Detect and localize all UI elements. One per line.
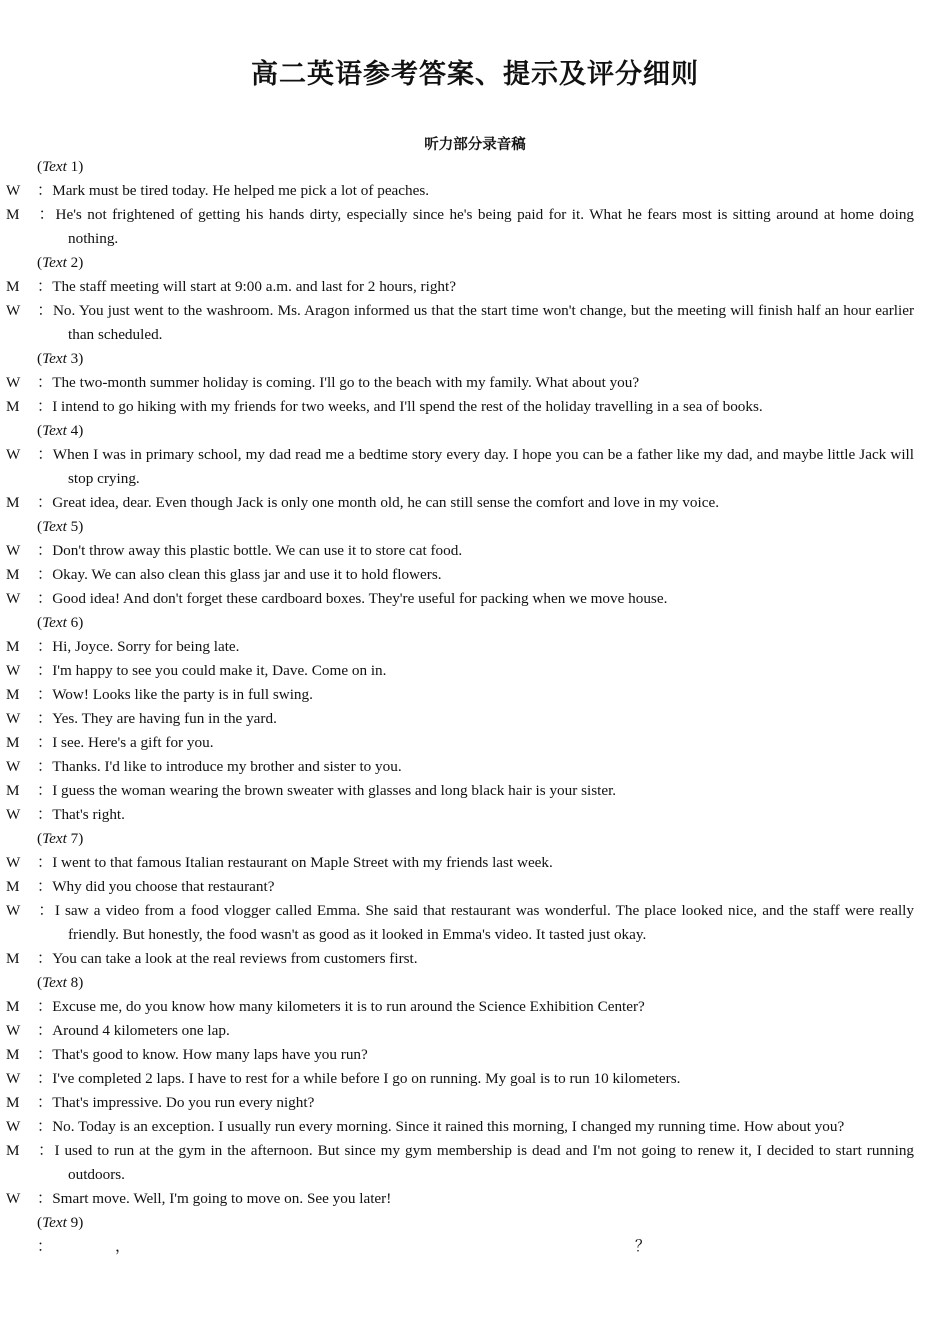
dialogue-text: Good idea! And don't forget these cardboard boxes. They're useful for packing when we move house. xyxy=(52,590,668,607)
dialogue-turn: M ：Okay. We can also clean this glass jar and use it to hold flowers. xyxy=(6,566,442,583)
speaker-separator: ： xyxy=(37,782,53,799)
cutoff-separator: ： xyxy=(37,1238,53,1255)
dialogue-text: Around 4 kilometers one lap. xyxy=(52,1022,230,1039)
dialogue-text: I've completed 2 laps. I have to rest for a while before I go on running. My goal is to run 10 kilometers. xyxy=(52,1070,681,1087)
dialogue-text: I saw a video from a food vlogger called Emma. She said that restaurant was wonderful. The place looked nice, and the staff were really friendly. But honestly, the food wasn't as good as it looked in Emma's video. It tasted just okay. xyxy=(54,902,914,943)
speaker-separator: ： xyxy=(37,278,53,295)
dialogue-text: That's good to know. How many laps have you run? xyxy=(52,1046,368,1063)
text-label-number: 3) xyxy=(66,350,84,367)
text-label-word: Text xyxy=(42,974,67,991)
speaker-separator: ： xyxy=(37,638,53,655)
dialogue-turn: M ：I used to run at the gym in the afternoon. But since my gym membership is dead and I'm not going to renew it, I decided to start running outdoors. xyxy=(6,1142,915,1183)
dialogue-text: That's right. xyxy=(52,806,125,823)
text-label xyxy=(37,611,914,635)
dialogue-text: Why did you choose that restaurant? xyxy=(52,878,275,895)
speaker-separator: ： xyxy=(37,1094,53,1111)
dialogue-turn: M ：Hi, Joyce. Sorry for being late. xyxy=(6,638,240,655)
speaker-separator: ： xyxy=(37,758,53,775)
speaker-separator: ： xyxy=(37,710,53,727)
text-label xyxy=(37,1211,914,1235)
speaker-separator: ： xyxy=(37,398,53,415)
dialogue-turn: W ：Yes. They are having fun in the yard. xyxy=(6,710,277,727)
speaker-separator: ： xyxy=(37,878,53,895)
dialogue-text: No. Today is an exception. I usually run every morning. Since it rained this morning, I changed my running time. How about you? xyxy=(52,1118,845,1135)
dialogue-text: Wow! Looks like the party is in full swing. xyxy=(52,686,313,703)
speaker-separator: ： xyxy=(37,1118,53,1135)
dialogue-turn: W ：No. Today is an exception. I usually run every morning. Since it rained this morning, I changed my running time. How about you? xyxy=(6,1118,845,1135)
dialogue-text: Thanks. I'd like to introduce my brother and sister to you. xyxy=(52,758,402,775)
dialogue-turn: W ：Don't throw away this plastic bottle. We can use it to store cat food. xyxy=(6,542,463,559)
dialogue-text: Excuse me, do you know how many kilometers it is to run around the Science Exhibition Center? xyxy=(52,998,645,1015)
dialogue-turn: W ：Good idea! And don't forget these cardboard boxes. They're useful for packing when we move house. xyxy=(6,590,668,607)
speaker-separator: ： xyxy=(37,446,53,463)
dialogue-text: You can take a look at the real reviews from customers first. xyxy=(52,950,418,967)
dialogue-text: Okay. We can also clean this glass jar and use it to hold flowers. xyxy=(52,566,442,583)
text-label-open: ( xyxy=(37,974,43,991)
speaker-separator: ： xyxy=(37,302,53,319)
dialogue-turn: M ：I see. Here's a gift for you. xyxy=(6,734,214,751)
cutoff-question-mark: ？ xyxy=(635,1238,651,1255)
dialogue-turn: W ：I've completed 2 laps. I have to rest for a while before I go on running. My goal is to run 10 kilometers. xyxy=(6,1070,681,1087)
dialogue-turn: M ：That's impressive. Do you run every night? xyxy=(6,1094,315,1111)
text-label xyxy=(37,419,914,443)
speaker-separator: ： xyxy=(37,182,53,199)
text-label-open: ( xyxy=(37,254,43,271)
dialogue-turn: M ：You can take a look at the real reviews from customers first. xyxy=(6,950,418,967)
text-label-number: 1) xyxy=(66,158,84,175)
text-label-number: 6) xyxy=(66,614,84,631)
speaker-separator: ： xyxy=(37,686,53,703)
dialogue-text: He's not frightened of getting his hands dirty, especially since he's being paid for it. What he fears most is sitting around at home doing nothing. xyxy=(55,206,915,247)
dialogue-text: Yes. They are having fun in the yard. xyxy=(52,710,277,727)
dialogue-turn: W ：Thanks. I'd like to introduce my brother and sister to you. xyxy=(6,758,402,775)
speaker-separator: ： xyxy=(37,1022,53,1039)
dialogue-text: I went to that famous Italian restaurant on Maple Street with my friends last week. xyxy=(52,854,553,871)
dialogue-turn: M ：That's good to know. How many laps have you run? xyxy=(6,1046,368,1063)
text-label xyxy=(37,347,914,371)
dialogue-turn: M ：Excuse me, do you know how many kilometers it is to run around the Science Exhibition Center? xyxy=(6,998,645,1015)
dialogue-text: The two-month summer holiday is coming. I'll go to the beach with my family. What about you? xyxy=(52,374,640,391)
speaker-separator: ： xyxy=(37,806,53,823)
text-label-number: 4) xyxy=(66,422,84,439)
speaker-separator: ： xyxy=(37,566,53,583)
dialogue-turn: W ：The two-month summer holiday is coming. I'll go to the beach with my family. What about you? xyxy=(6,374,640,391)
text-label-number: 7) xyxy=(66,830,84,847)
dialogue-turn: M ：Why did you choose that restaurant? xyxy=(6,878,275,895)
speaker-separator: ： xyxy=(37,1070,53,1087)
text-label-word: Text xyxy=(42,614,67,631)
dialogue-turn: M ：I guess the woman wearing the brown sweater with glasses and long black hair is your sister. xyxy=(6,782,617,799)
text-label-open: ( xyxy=(37,158,43,175)
dialogue-text: Smart move. Well, I'm going to move on. See you later! xyxy=(52,1190,392,1207)
text-label-word: Text xyxy=(42,1214,67,1231)
text-label-open: ( xyxy=(37,614,43,631)
dialogue-turn: M ：I intend to go hiking with my friends for two weeks, and I'll spend the rest of the holiday travelling in a sea of books. xyxy=(6,398,763,415)
speaker-separator: ： xyxy=(37,1190,53,1207)
dialogue-turn: M ：He's not frightened of getting his hands dirty, especially since he's being paid for it. What he fears most is sitting around at home doing nothing. xyxy=(6,206,915,247)
text-label xyxy=(37,827,914,851)
text-label-number: 9) xyxy=(66,1214,84,1231)
dialogue-text: Great idea, dear. Even though Jack is only one month old, he can still sense the comfort and love in my voice. xyxy=(52,494,719,511)
dialogue-turn: W ：I'm happy to see you could make it, Dave. Come on in. xyxy=(6,662,387,679)
speaker-separator: ： xyxy=(37,854,53,871)
text-label xyxy=(37,515,914,539)
transcript-body xyxy=(6,155,915,1259)
dialogue-text: Mark must be tired today. He helped me pick a lot of peaches. xyxy=(52,182,430,199)
dialogue-turn: W ：I saw a video from a food vlogger called Emma. She said that restaurant was wonderful. The place looked nice, and the staff were really friendly. But honestly, the food wasn't as good as it looked in Emma's video. It tasted just okay. xyxy=(6,902,914,943)
dialogue-text: When I was in primary school, my dad read me a bedtime story every day. I hope you can be a father like my dad, and maybe little Jack will stop crying. xyxy=(52,446,914,487)
dialogue-text: I see. Here's a gift for you. xyxy=(52,734,214,751)
dialogue-turn: M ：Wow! Looks like the party is in full swing. xyxy=(6,686,313,703)
dialogue-turn: W ：When I was in primary school, my dad read me a bedtime story every day. I hope you can be a father like my dad, and maybe little Jack will stop crying. xyxy=(6,446,914,487)
dialogue-text: I guess the woman wearing the brown sweater with glasses and long black hair is your sister. xyxy=(52,782,617,799)
dialogue-turn: W ：Mark must be tired today. He helped me pick a lot of peaches. xyxy=(6,182,430,199)
text-label-open: ( xyxy=(37,350,43,367)
dialogue-turn: M ：The staff meeting will start at 9:00 a.m. and last for 2 hours, right? xyxy=(6,278,456,295)
speaker-separator: ： xyxy=(37,542,53,559)
text-label-number: 5) xyxy=(66,518,84,535)
speaker-separator: ： xyxy=(37,998,53,1015)
dialogue-turn: W ：I went to that famous Italian restaurant on Maple Street with my friends last week. xyxy=(6,854,553,871)
text-label-word: Text xyxy=(42,254,67,271)
dialogue-turn: M ：Great idea, dear. Even though Jack is only one month old, he can still sense the comfort and love in my voice. xyxy=(6,494,719,511)
speaker-separator: ： xyxy=(37,206,56,223)
text-label xyxy=(37,971,914,995)
speaker-separator: ： xyxy=(37,494,53,511)
dialogue-text: Hi, Joyce. Sorry for being late. xyxy=(52,638,240,655)
speaker-separator: ： xyxy=(37,1142,55,1159)
speaker-separator: ： xyxy=(37,950,53,967)
text-label xyxy=(37,251,914,275)
text-label xyxy=(37,155,914,179)
speaker-separator: ： xyxy=(37,1046,53,1063)
dialogue-text: That's impressive. Do you run every night? xyxy=(52,1094,315,1111)
cutoff-comma: ， xyxy=(115,1238,131,1255)
speaker-separator: ： xyxy=(37,902,55,919)
text-label-word: Text xyxy=(42,830,67,847)
speaker-separator: ： xyxy=(37,374,53,391)
text-label-word: Text xyxy=(42,518,67,535)
text-label-word: Text xyxy=(42,422,67,439)
section-subtitle: 听力部分录音稿 xyxy=(424,137,526,153)
speaker-separator: ： xyxy=(37,662,53,679)
text-label-word: Text xyxy=(42,350,67,367)
page-title: 高二英语参考答案、提示及评分细则 xyxy=(251,59,699,90)
text-label-open: ( xyxy=(37,1214,43,1231)
text-label-open: ( xyxy=(37,518,43,535)
dialogue-text: I intend to go hiking with my friends for two weeks, and I'll spend the rest of the holiday travelling in a sea of books. xyxy=(52,398,763,415)
dialogue-turn: W ：Smart move. Well, I'm going to move on. See you later! xyxy=(6,1190,392,1207)
text-label-open: ( xyxy=(37,422,43,439)
dialogue-text: I used to run at the gym in the afternoon. But since my gym membership is dead and I'm not going to renew it, I decided to start running outdoors. xyxy=(54,1142,915,1183)
cutoff-line xyxy=(37,1235,914,1259)
dialogue-text: The staff meeting will start at 9:00 a.m. and last for 2 hours, right? xyxy=(52,278,456,295)
dialogue-turn: W ：No. You just went to the washroom. Ms. Aragon informed us that the start time won't change, but the meeting will finish half an hour earlier than scheduled. xyxy=(6,302,914,343)
speaker-separator: ： xyxy=(37,734,53,751)
text-label-open: ( xyxy=(37,830,43,847)
text-label-word: Text xyxy=(42,158,67,175)
dialogue-text: No. You just went to the washroom. Ms. Aragon informed us that the start time won't change, but the meeting will finish half an hour earlier than scheduled. xyxy=(52,302,914,343)
text-label-number: 2) xyxy=(66,254,84,271)
speaker-separator: ： xyxy=(37,590,53,607)
dialogue-turn: W ：That's right. xyxy=(6,806,125,823)
dialogue-text: I'm happy to see you could make it, Dave. Come on in. xyxy=(52,662,387,679)
dialogue-text: Don't throw away this plastic bottle. We can use it to store cat food. xyxy=(52,542,463,559)
text-label-number: 8) xyxy=(66,974,84,991)
dialogue-turn: W ：Around 4 kilometers one lap. xyxy=(6,1022,230,1039)
